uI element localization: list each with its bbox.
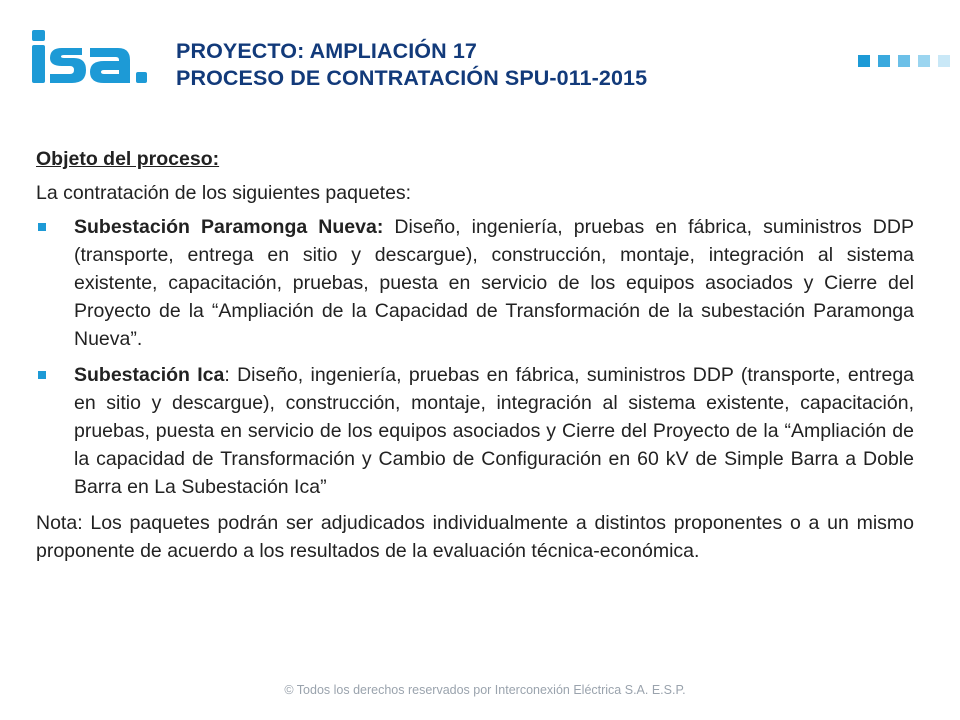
copyright-footer: © Todos los derechos reservados por Interconexión Eléctrica S.A. E.S.P. bbox=[284, 683, 686, 697]
square-bullet-icon bbox=[38, 371, 46, 379]
slide-title bbox=[176, 38, 647, 92]
square-icon bbox=[858, 55, 870, 67]
square-icon bbox=[938, 55, 950, 67]
square-icon bbox=[918, 55, 930, 67]
slide-body bbox=[36, 145, 914, 565]
list-item bbox=[36, 361, 914, 501]
package-name: Subestación Ica bbox=[74, 364, 225, 386]
square-icon bbox=[898, 55, 910, 67]
package-description: Diseño, ingeniería, pruebas en fábrica, suministros DDP (transporte, entrega en sitio y descargue), construcción, montaje, integración al sistema existente, capacitación, pruebas, puesta en servicio de los equipos asociados y Cierre del Proyecto de la “Ampliación de la Capacidad de Transformación de la subestación Paramonga Nueva”. bbox=[74, 216, 914, 350]
title-line-2: PROCESO DE CONTRATACIÓN SPU-011-2015 bbox=[176, 66, 648, 90]
note-text: Nota: Los paquetes podrán ser adjudicados individualmente a distintos proponentes o a un mismo proponente de acuerdo a los resultados de la evaluación técnica-económica. bbox=[36, 512, 914, 562]
list-item bbox=[36, 213, 914, 353]
section-heading: Objeto del proceso: bbox=[36, 148, 220, 170]
square-icon bbox=[878, 55, 890, 67]
package-name: Subestación Paramonga Nueva: bbox=[74, 216, 384, 238]
package-description: : Diseño, ingeniería, pruebas en fábrica, suministros DDP (transporte, entrega en sitio y descargue), construcción, montaje, integración al sistema existente, capacitación, pruebas, puesta en servicio de los equipos asociados y Cierre del Proyecto de la “Ampliación de la capacidad de Transformación y Cambio de Configuración en 60 kV de Simple Barra a Doble Barra en La Subestación Ica” bbox=[74, 364, 915, 498]
title-line-1: PROYECTO: AMPLIACIÓN 17 bbox=[176, 39, 477, 63]
package-list bbox=[36, 213, 914, 501]
isa-logo bbox=[30, 28, 155, 86]
intro-text: La contratación de los siguientes paquetes: bbox=[36, 182, 412, 204]
square-bullet-icon bbox=[38, 223, 46, 231]
